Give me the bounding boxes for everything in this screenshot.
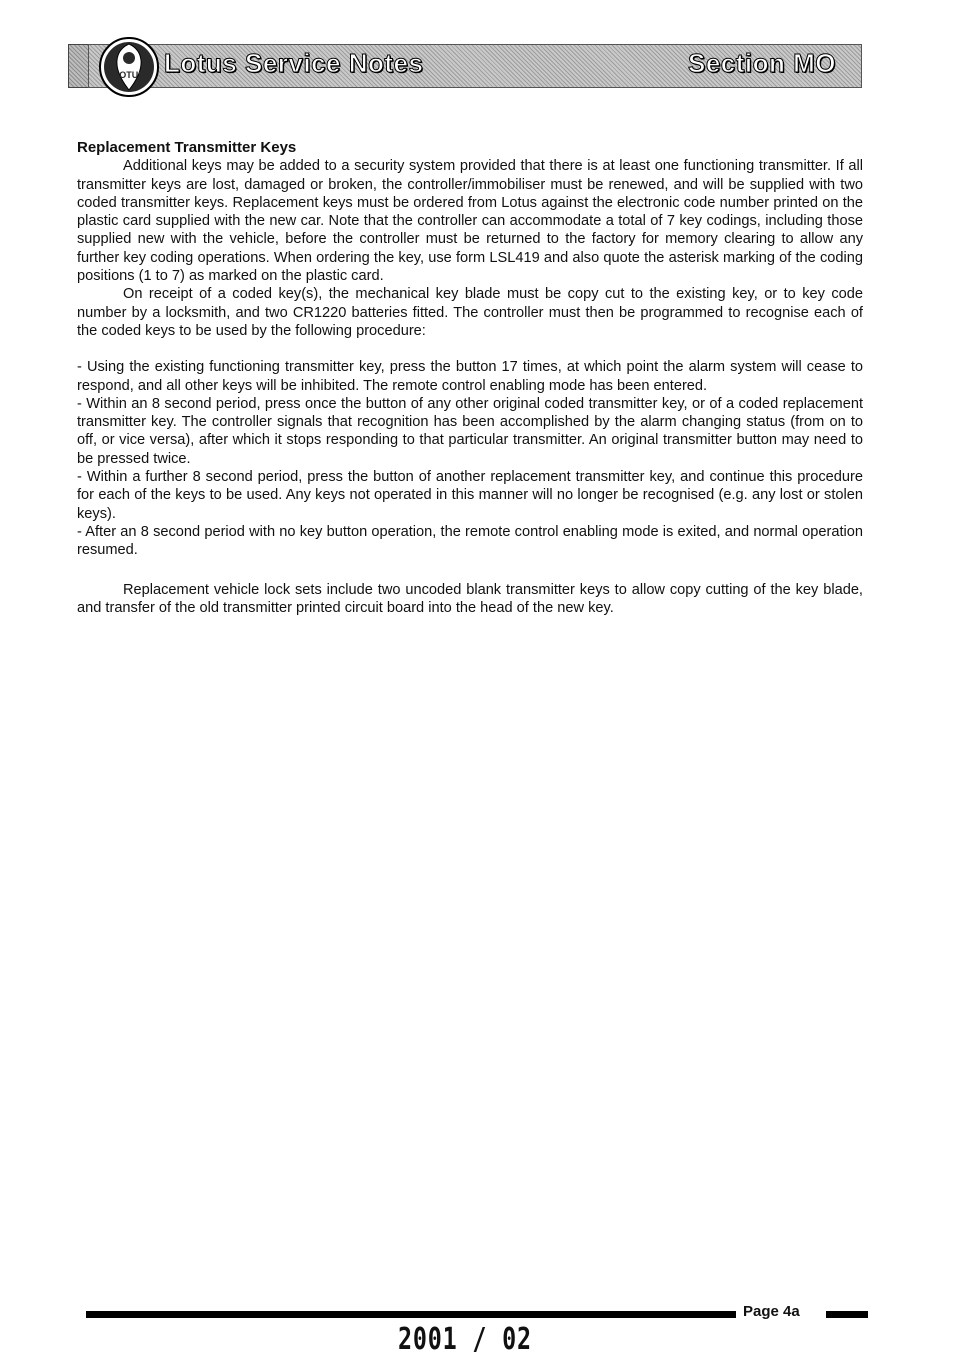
footer-rule-end: [826, 1311, 868, 1318]
procedure-step: - After an 8 second period with no key button operation, the remote control enabling mode is exited, and normal operation resumed.: [77, 523, 863, 559]
document-title: Lotus Service Notes: [164, 48, 424, 78]
lotus-logo-icon: [98, 36, 160, 98]
issue-date: 2001 / 02: [398, 1322, 532, 1357]
paragraph-closing: Replacement vehicle lock sets include two uncoded blank transmitter keys to allow copy cutting of the key blade, and transfer of the old transmitter printed circuit board into the head of the new key.: [77, 581, 863, 616]
paragraph-receipt: On receipt of a coded key(s), the mechanical key blade must be copy cut to the existing key, or to key code number by a locksmith, and two CR1220 batteries fitted. The controller must then be programmed to recognise each of the coded keys to be used by the following procedure:: [77, 286, 863, 339]
section-heading: Replacement Transmitter Keys: [77, 139, 297, 156]
page-number: Page 4a: [743, 1303, 800, 1320]
section-label: Section MO: [687, 48, 836, 78]
footer-rule: [86, 1311, 736, 1318]
procedure-step: - Within a further 8 second period, press the button of another replacement transmitter key, and continue this procedure for each of the keys to be used. Any keys not operated in this manner will no longer be recognised (e.g. any lost or stolen keys).: [77, 469, 863, 522]
header-banner: [88, 38, 860, 92]
document-body: [77, 139, 863, 617]
paragraph-intro: Additional keys may be added to a security system provided that there is at least one functioning transmitter. If all transmitter keys are lost, damaged or broken, the controller/immobiliser must be renewed, and will be supplied with two coded transmitter keys. Replacement keys must be ordered from Lotus against the electronic code number printed on the plastic card supplied with the new car. Note that the controller can accommodate a total of 7 key codings, including those supplied new with the vehicle, before the controller must be returned to the factory for memory clearing to allow any further key coding operations. When ordering the key, use form LSL419 and also quote the asterisk marking of the coding positions (1 to 7) as marked on the plastic card.: [77, 158, 863, 285]
procedure-step: - Within an 8 second period, press once the button of any other original coded transmitter key, or of a coded replacement transmitter key. The controller signals that recognition has been accomplished by the alarm changing status (from on to off, or vice versa), after which it stops responding to that particular transmitter. An original transmitter button may need to be pressed twice.: [77, 395, 863, 467]
logo-text: LOTUS: [113, 70, 145, 80]
procedure-step: - Using the existing functioning transmitter key, press the button 17 times, at which point the alarm system will cease to respond, and all other keys will be inhibited. The remote control enabling mode has been entered.: [77, 359, 863, 394]
